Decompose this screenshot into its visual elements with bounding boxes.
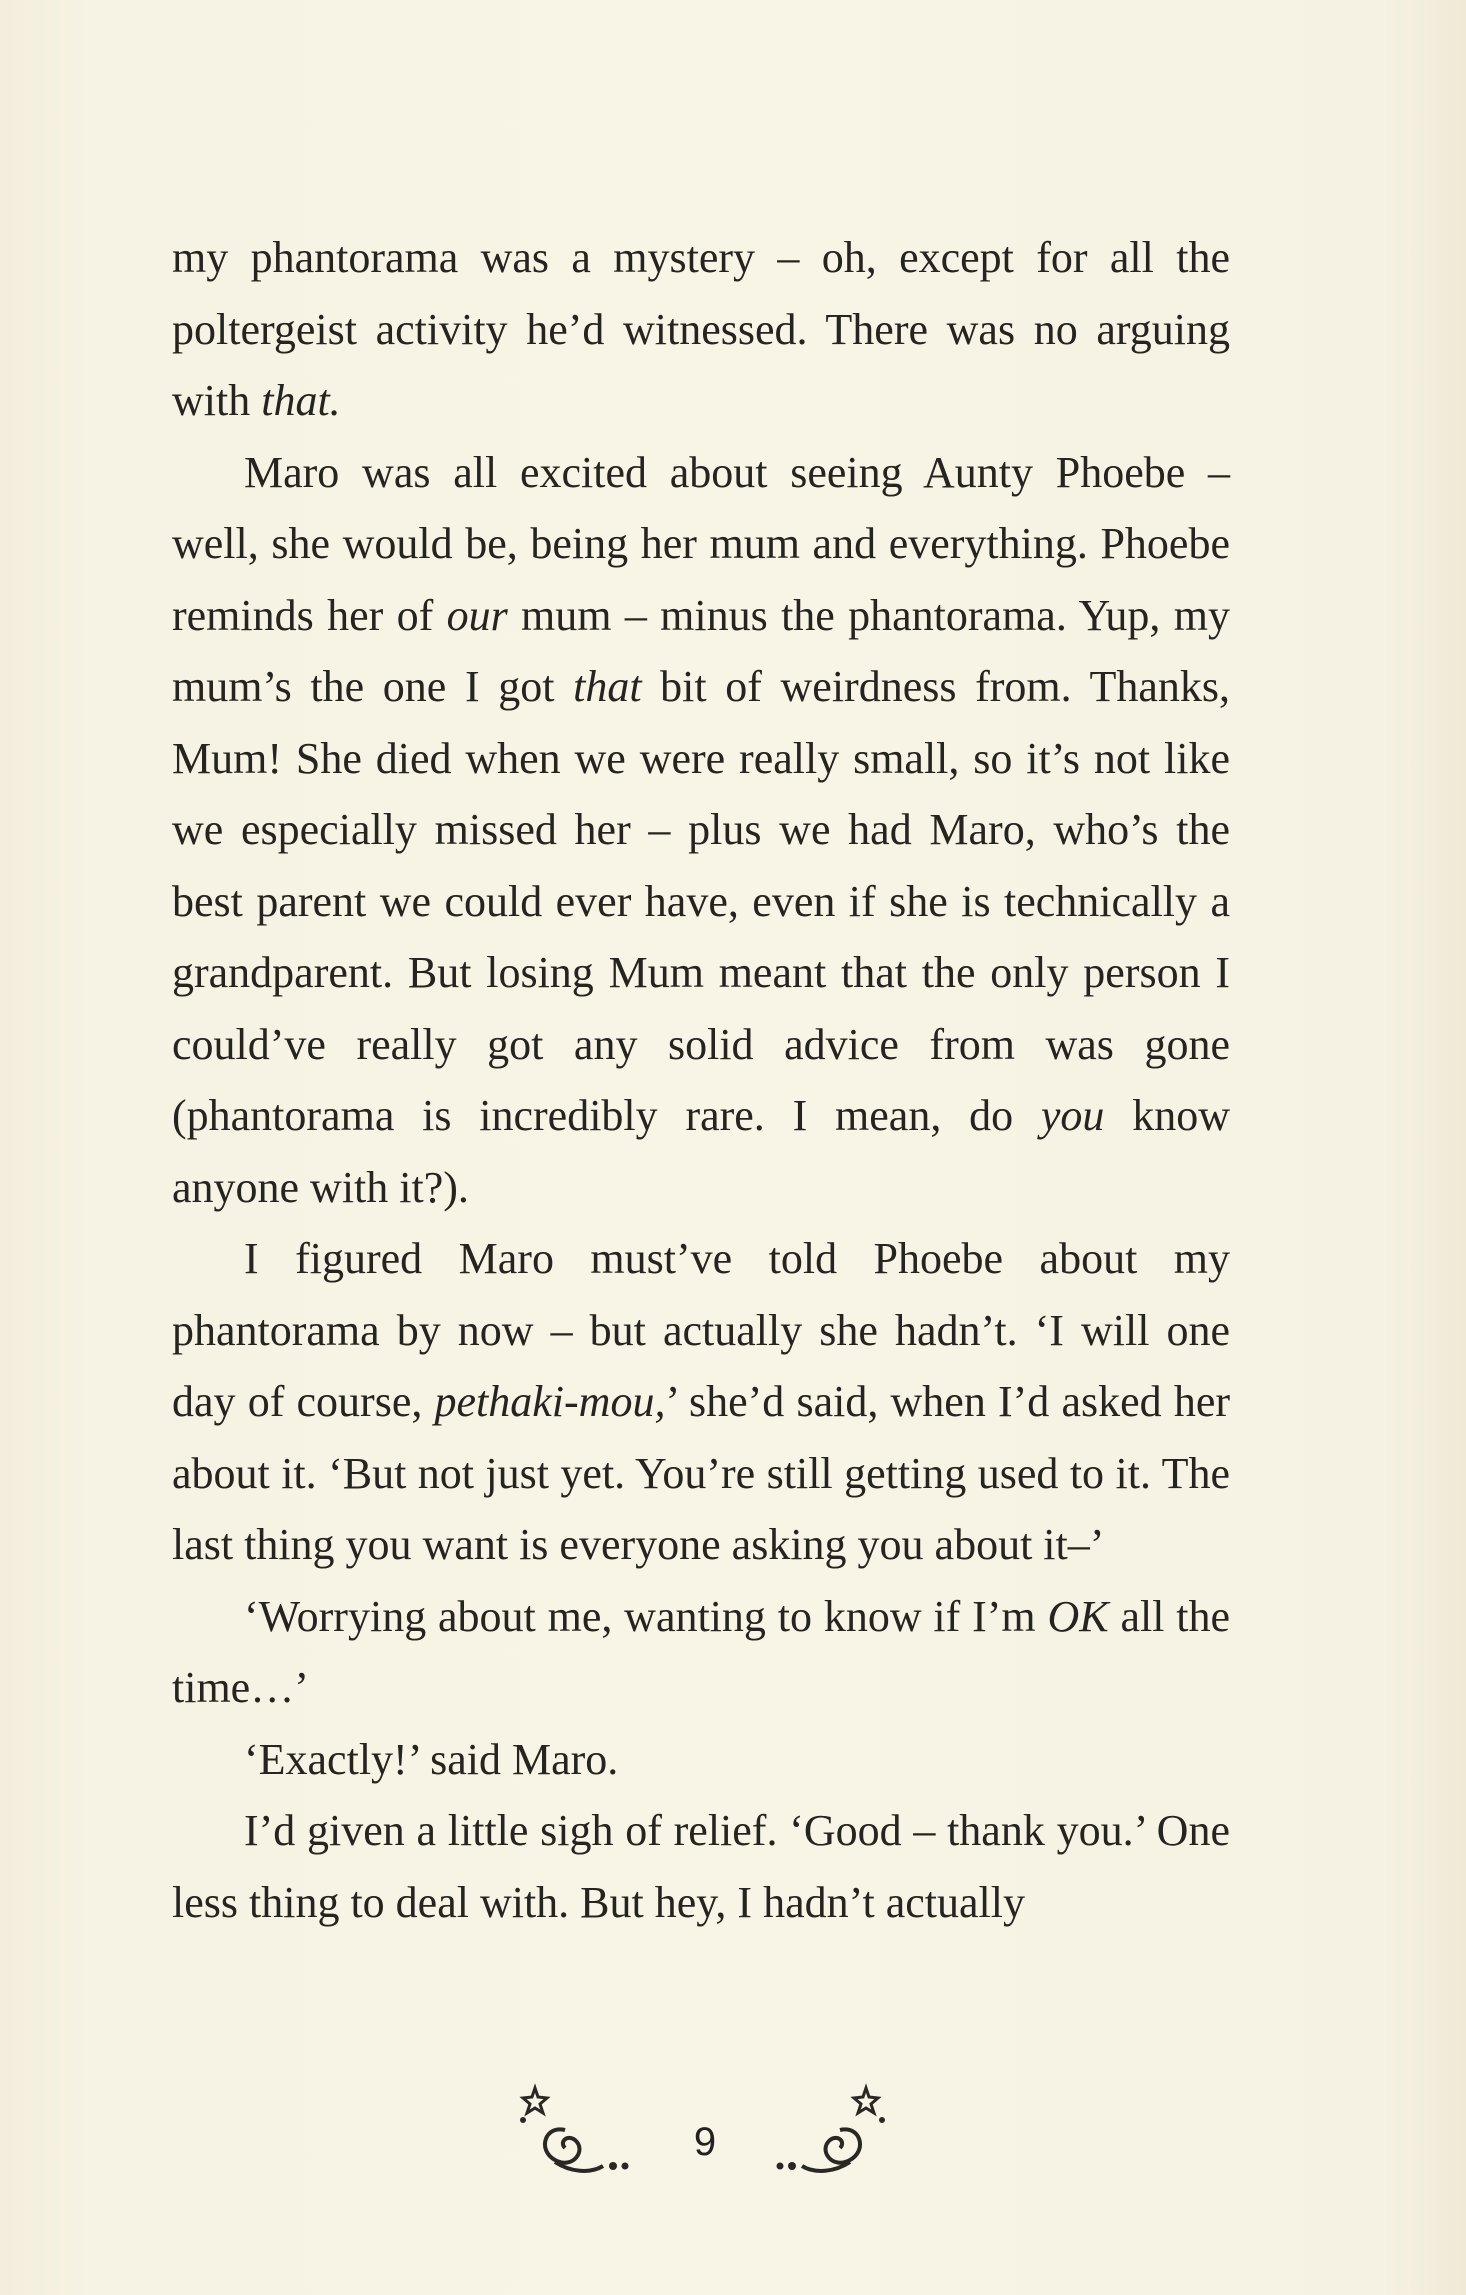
swirl-star-ornament-icon <box>760 2080 890 2190</box>
page-footer <box>0 2080 1466 2200</box>
text-run: I’d given a little sigh of relief. ‘Good – thank you.’ One less thing to deal with. But hey, I hadn’t actually <box>172 1806 1230 1927</box>
text-run: my phantorama was a mystery – oh, except for all the poltergeist activity he’d witnessed. There was no arguing with <box>172 233 1230 425</box>
paragraph <box>172 1795 1230 1938</box>
paragraph <box>172 1724 1230 1796</box>
text-run: Maro was all excited about seeing Aunty Phoebe – well, she would be, being her mum and everything. Phoebe reminds her of <box>172 447 1230 640</box>
italic-text-run: our <box>446 590 508 640</box>
text-run: mum – minus the phantorama. Yup, my mum’s the one I got <box>172 590 1230 711</box>
text-run: ‘Worrying about me, wanting to know if I’m <box>244 1591 1048 1641</box>
italic-text-run: OK <box>1047 1591 1109 1641</box>
swirl-star-ornament-icon <box>515 2080 645 2190</box>
text-run: ‘Exactly!’ said Maro. <box>244 1734 619 1784</box>
paragraph <box>172 437 1230 1224</box>
italic-text-run: you <box>1040 1091 1105 1140</box>
paragraph <box>172 1581 1230 1724</box>
italic-text-run: that <box>573 662 642 711</box>
body-text <box>172 222 1230 1938</box>
italic-text-run: pethaki-mou, <box>434 1377 666 1426</box>
text-run: bit of weirdness from. Thanks, Mum! She died when we were really small, so it’s not like we especially missed her – plus we had Maro, who’s the best parent we could ever have, even if she is technically a grandparent. But losing Mum meant that the only person I could’ve really got any solid advice from was gone (phantorama is incredibly rare. I mean, do <box>172 662 1230 1140</box>
italic-text-run: that. <box>261 376 341 425</box>
paragraph <box>172 1223 1230 1581</box>
page-number: 9 <box>693 2120 717 2164</box>
paragraph <box>172 222 1230 437</box>
text-run: know anyone with it?). <box>172 1091 1231 1212</box>
text-run: all the time…’ <box>172 1591 1230 1712</box>
text-run: I figured Maro must’ve told Phoebe about my phantorama by now – but actually she hadn’t. ‘I will one day of course, <box>172 1234 1230 1426</box>
text-run: ’ she’d said, when I’d asked her about it. ‘But not just yet. You’re still getting used to it. The last thing you want is everyone asking you about it–’ <box>172 1377 1230 1569</box>
